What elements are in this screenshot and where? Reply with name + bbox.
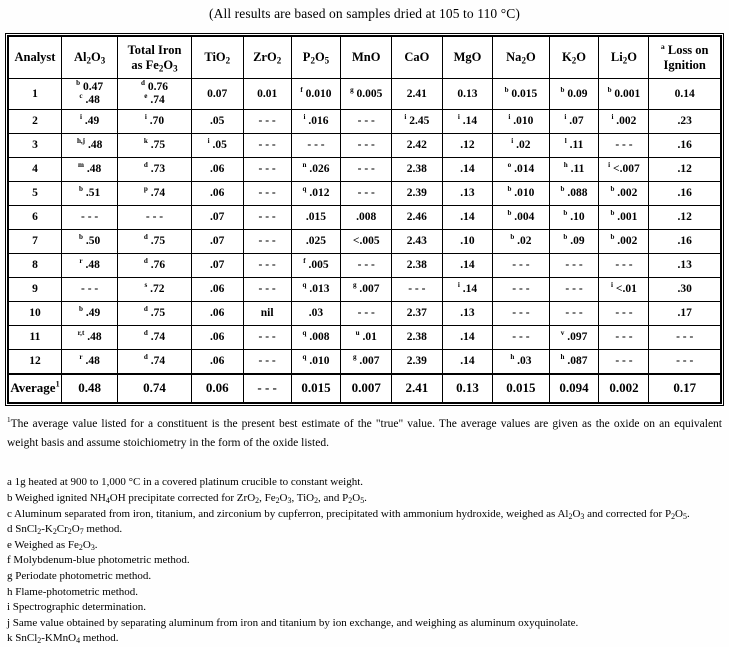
value-cell: .008 — [341, 206, 392, 230]
value-cell: - - - — [599, 134, 649, 158]
value-cell: .23 — [649, 110, 721, 134]
table-row — [8, 254, 721, 278]
footnote-item: d $SnCl_2-K_2Cr_2O_7$ method. — [7, 523, 123, 537]
value-cell: 0.015 — [291, 374, 341, 403]
row-label-cell: 4 — [8, 158, 61, 182]
value-cell: - - - — [599, 326, 649, 350]
value-cell: - - - — [341, 182, 392, 206]
table-row — [8, 302, 721, 326]
column-header: MnO — [341, 36, 392, 79]
value-cell: - - - — [549, 278, 599, 302]
table-row — [8, 326, 721, 350]
footnote-item: f Molybdenum-blue photometric method. — [7, 554, 190, 567]
value-cell: 0.13 — [442, 374, 493, 403]
value-cell: $^i$ .002 — [599, 110, 649, 134]
value-cell: 0.015 — [493, 374, 549, 403]
row-label-cell: Average$^1$ — [8, 374, 61, 403]
column-header: $Al_2O_3$ — [61, 36, 117, 79]
value-cell: $^i$ .016 — [291, 110, 341, 134]
column-header: Analyst — [8, 36, 61, 79]
value-cell: 2.39 — [392, 182, 443, 206]
value-cell: .14 — [442, 350, 493, 375]
value-cell: $^b$ .09 — [549, 230, 599, 254]
row-label-cell: 10 — [8, 302, 61, 326]
value-cell: 0.14 — [649, 79, 721, 110]
value-cell: .07 — [191, 206, 243, 230]
value-cell: $^d$ .74 — [118, 350, 191, 375]
value-cell: $^b$ 0.001 — [599, 79, 649, 110]
value-cell: 2.46 — [392, 206, 443, 230]
value-cell: 2.41 — [392, 374, 443, 403]
value-cell: $^i$ .14 — [442, 278, 493, 302]
value-cell: .13 — [442, 182, 493, 206]
value-cell: 0.094 — [549, 374, 599, 403]
table-row — [8, 350, 721, 375]
value-cell: .12 — [649, 206, 721, 230]
value-cell: $^b$ .010 — [493, 182, 549, 206]
value-cell: .06 — [191, 158, 243, 182]
value-cell: $^q$ .013 — [291, 278, 341, 302]
value-cell: $^i$ 2.45 — [392, 110, 443, 134]
table-row — [8, 278, 721, 302]
value-cell: 0.13 — [442, 79, 493, 110]
value-cell: $^b$ .10 — [549, 206, 599, 230]
value-cell: - - - — [549, 302, 599, 326]
row-label-cell: 11 — [8, 326, 61, 350]
value-cell: $^i$ <.007 — [599, 158, 649, 182]
value-cell: 2.38 — [392, 158, 443, 182]
value-cell: $^s$ .72 — [118, 278, 191, 302]
footnote-item: b Weighed ignited $NH_4OH$ precipitate corrected for ZrO$_2$, $Fe_2O_3$, TiO$_2$, and $P_2O_5$. — [7, 492, 367, 505]
value-cell: $^r$ .48 — [61, 254, 117, 278]
value-cell: .12 — [649, 158, 721, 182]
column-header: $Li_2O$ — [599, 36, 649, 79]
value-cell: $^i$ .02 — [493, 134, 549, 158]
table-row — [8, 79, 721, 110]
table-row — [8, 110, 721, 134]
value-cell: 2.37 — [392, 302, 443, 326]
page-title: (All results are based on samples dried at 105 to 110 °C) — [209, 6, 520, 21]
value-cell: .14 — [442, 158, 493, 182]
value-cell: .12 — [442, 134, 493, 158]
footnote-general: $^1$The average value listed for a constituent is the present best estimate of the "true" value. The average values are given as the oxide on an equivalent weight basis and assume stoichiometry in the form of the oxide listed. — [7, 416, 722, 450]
value-cell: - - - — [243, 278, 291, 302]
value-cell: .16 — [649, 182, 721, 206]
value-cell: $^b$ .002 — [599, 182, 649, 206]
value-cell: 0.17 — [649, 374, 721, 403]
footnote-item: a 1g heated at 900 to 1,000 °C in a covered platinum crucible to constant weight. — [7, 476, 363, 489]
value-cell: 2.39 — [392, 350, 443, 375]
value-cell: - - - — [599, 302, 649, 326]
column-header: $^a$ Loss on Ignition — [649, 36, 721, 79]
value-cell: $^b$ .50 — [61, 230, 117, 254]
value-cell: .06 — [191, 278, 243, 302]
value-cell: - - - — [243, 230, 291, 254]
value-cell: $^b$ .02 — [493, 230, 549, 254]
value-cell: $^i$ .07 — [549, 110, 599, 134]
value-cell: - - - — [341, 134, 392, 158]
value-cell: $^f$ .005 — [291, 254, 341, 278]
value-cell: $^q$ .008 — [291, 326, 341, 350]
value-cell: $^b$ .088 — [549, 182, 599, 206]
value-cell: 2.38 — [392, 254, 443, 278]
value-cell: - - - — [392, 278, 443, 302]
value-cell: 2.42 — [392, 134, 443, 158]
value-cell: .10 — [442, 230, 493, 254]
row-label-cell: 9 — [8, 278, 61, 302]
value-cell: nil — [243, 302, 291, 326]
value-cell: .06 — [191, 302, 243, 326]
value-cell: 2.41 — [392, 79, 443, 110]
value-cell: $^i$ .14 — [442, 110, 493, 134]
value-cell: - - - — [549, 254, 599, 278]
value-cell: $^u$ .01 — [341, 326, 392, 350]
value-cell: $^r$ .48 — [61, 350, 117, 375]
value-cell: 0.74 — [118, 374, 191, 403]
value-cell: .025 — [291, 230, 341, 254]
value-cell: - - - — [243, 254, 291, 278]
value-cell: .30 — [649, 278, 721, 302]
row-label-cell: 7 — [8, 230, 61, 254]
footnote-item: h Flame-photometric method. — [7, 585, 139, 598]
value-cell: .13 — [649, 254, 721, 278]
row-label-cell: 1 — [8, 79, 61, 110]
value-cell: $^i$ .49 — [61, 110, 117, 134]
value-cell: - - - — [341, 254, 392, 278]
value-cell: $^g$ .007 — [341, 350, 392, 375]
value-cell: $^d$ .75 — [118, 302, 191, 326]
value-cell: $^i$ .05 — [191, 134, 243, 158]
value-cell: .07 — [191, 230, 243, 254]
footnote-item: g Periodate photometric method. — [7, 570, 152, 582]
value-cell: <.005 — [341, 230, 392, 254]
value-cell: $^b$ .001 — [599, 206, 649, 230]
value-cell: .07 — [191, 254, 243, 278]
value-cell: $^d$ .73 — [118, 158, 191, 182]
value-cell: $^q$ .010 — [291, 350, 341, 375]
value-cell: $^d$ .74 — [118, 326, 191, 350]
value-cell: 0.48 — [61, 374, 117, 403]
results-table — [7, 35, 722, 404]
value-cell: $^h$ .087 — [549, 350, 599, 375]
value-cell: - - - — [118, 206, 191, 230]
value-cell: - - - — [291, 134, 341, 158]
value-cell: - - - — [493, 302, 549, 326]
value-cell: 0.07 — [191, 79, 243, 110]
value-cell: $^{r,t}$ .48 — [61, 326, 117, 350]
value-cell: - - - — [341, 158, 392, 182]
value-cell: - - - — [341, 302, 392, 326]
value-cell: $^b$ .004 — [493, 206, 549, 230]
value-cell: $^o$ .014 — [493, 158, 549, 182]
footnotes-section — [7, 415, 722, 647]
column-header: $Na_2O$ — [493, 36, 549, 79]
value-cell: $^q$ .012 — [291, 182, 341, 206]
value-cell: $^i$ .010 — [493, 110, 549, 134]
value-cell: $^p$ .74 — [118, 182, 191, 206]
value-cell: .14 — [442, 206, 493, 230]
column-header: Total Iron as $Fe_2O_3$ — [118, 36, 191, 79]
value-cell: .06 — [191, 326, 243, 350]
value-cell: - - - — [243, 158, 291, 182]
value-cell: 0.002 — [599, 374, 649, 403]
value-cell: $^h$ .03 — [493, 350, 549, 375]
value-cell: $^f$ 0.010 — [291, 79, 341, 110]
value-cell: 0.06 — [191, 374, 243, 403]
value-cell: .16 — [649, 134, 721, 158]
row-label-cell: 8 — [8, 254, 61, 278]
value-cell: 0.007 — [341, 374, 392, 403]
value-cell: $^g$ .007 — [341, 278, 392, 302]
row-label-cell: 3 — [8, 134, 61, 158]
value-cell: - - - — [599, 350, 649, 375]
value-cell: - - - — [493, 278, 549, 302]
value-cell: - - - — [243, 182, 291, 206]
value-cell: .05 — [191, 110, 243, 134]
value-cell: - - - — [649, 350, 721, 375]
value-cell: 0.01 — [243, 79, 291, 110]
value-cell: $^k$ .75 — [118, 134, 191, 158]
value-cell: - - - — [243, 134, 291, 158]
table-row — [8, 134, 721, 158]
value-cell: $^g$ 0.005 — [341, 79, 392, 110]
value-cell: $^d$ .76 — [118, 254, 191, 278]
value-cell: $^d$ 0.76 $^e$ .74 — [118, 79, 191, 110]
average-row — [8, 374, 721, 403]
header-row — [8, 36, 721, 79]
value-cell: - - - — [243, 206, 291, 230]
value-cell: .06 — [191, 350, 243, 375]
value-cell: $^b$ 0.47 $^c$ .48 — [61, 79, 117, 110]
value-cell: .16 — [649, 230, 721, 254]
column-header: TiO$_2$ — [191, 36, 243, 79]
column-header: MgO — [442, 36, 493, 79]
value-cell: - - - — [493, 254, 549, 278]
value-cell: .03 — [291, 302, 341, 326]
value-cell: .13 — [442, 302, 493, 326]
value-cell: - - - — [493, 326, 549, 350]
table-row — [8, 230, 721, 254]
table-header — [8, 36, 721, 79]
value-cell: $^h$ .11 — [549, 158, 599, 182]
value-cell: $^m$ .48 — [61, 158, 117, 182]
value-cell: - - - — [61, 278, 117, 302]
value-cell: 2.38 — [392, 326, 443, 350]
value-cell: $^b$ .002 — [599, 230, 649, 254]
footnote-item: e Weighed as $Fe_2O_3$. — [7, 538, 98, 552]
footnote-item: i Spectrographic determination. — [7, 601, 146, 614]
results-table-frame — [5, 33, 724, 406]
value-cell: $^i$ <.01 — [599, 278, 649, 302]
value-cell: - - - — [61, 206, 117, 230]
value-cell: .06 — [191, 182, 243, 206]
value-cell: $^d$ .75 — [118, 230, 191, 254]
value-cell: $^b$ 0.09 — [549, 79, 599, 110]
value-cell: 2.43 — [392, 230, 443, 254]
column-header: CaO — [392, 36, 443, 79]
value-cell: $^v$ .097 — [549, 326, 599, 350]
value-cell: $^b$ 0.015 — [493, 79, 549, 110]
row-label-cell: 2 — [8, 110, 61, 134]
value-cell: $^i$ .70 — [118, 110, 191, 134]
value-cell: $^{h,j}$ .48 — [61, 134, 117, 158]
footnote-item: c Aluminum separated from iron, titanium, and zirconium by cupferron, precipitated with ammonium hydroxide, weighed as $Al_2O_3$ and corrected for $P_2O_5$. — [7, 507, 690, 521]
value-cell: - - - — [243, 326, 291, 350]
value-cell: - - - — [341, 110, 392, 134]
table-row — [8, 182, 721, 206]
value-cell: - - - — [243, 110, 291, 134]
footnote-item: k SnCl$_2$-KMnO$_4$ method. — [7, 632, 119, 646]
row-label-cell: 12 — [8, 350, 61, 375]
value-cell: .17 — [649, 302, 721, 326]
value-cell: - - - — [599, 254, 649, 278]
row-label-cell: 5 — [8, 182, 61, 206]
value-cell: $^l$ .11 — [549, 134, 599, 158]
value-cell: .14 — [442, 326, 493, 350]
value-cell: .015 — [291, 206, 341, 230]
value-cell: - - - — [243, 374, 291, 403]
table-row — [8, 206, 721, 230]
value-cell: $^b$ .51 — [61, 182, 117, 206]
value-cell: - - - — [649, 326, 721, 350]
column-header: ZrO$_2$ — [243, 36, 291, 79]
value-cell: $^n$ .026 — [291, 158, 341, 182]
footnote-item: j Same value obtained by separating aluminum from iron and titanium by ion exchange, and weighing as aluminum oxyquinolate. — [7, 616, 579, 629]
value-cell: - - - — [243, 350, 291, 375]
column-header: $P_2O_5$ — [291, 36, 341, 79]
footnote-list — [7, 475, 722, 647]
table-body — [8, 79, 721, 404]
row-label-cell: 6 — [8, 206, 61, 230]
table-row — [8, 158, 721, 182]
value-cell: $^b$ .49 — [61, 302, 117, 326]
column-header: $K_2O$ — [549, 36, 599, 79]
value-cell: .14 — [442, 254, 493, 278]
